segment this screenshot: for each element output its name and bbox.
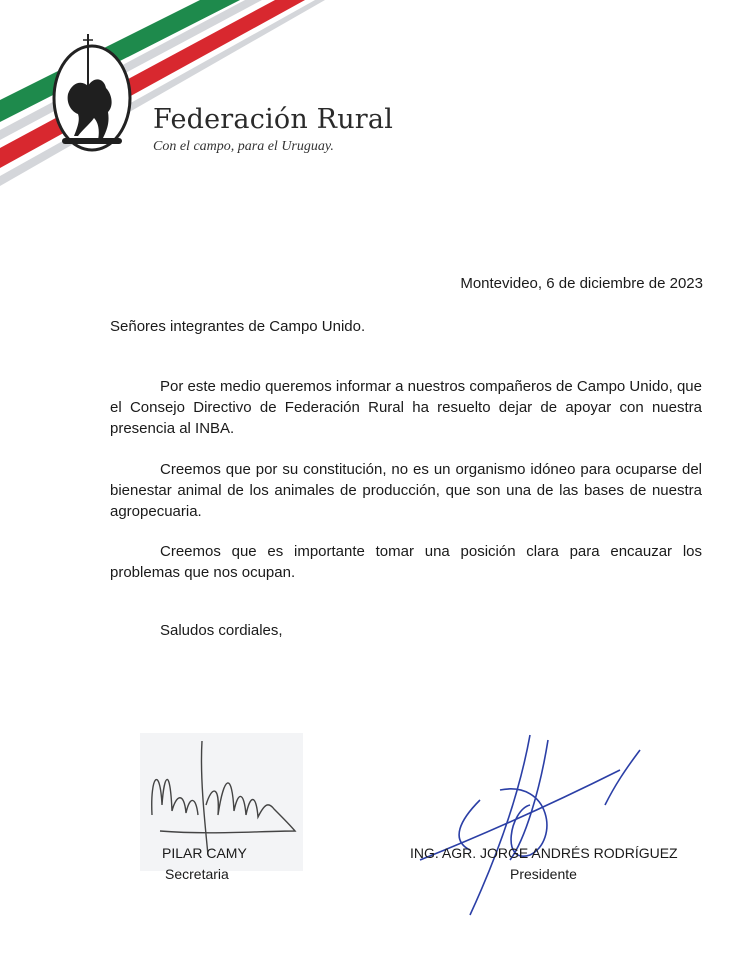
letter-paragraph: Creemos que es importante tomar una posición clara para encauzar los problemas que nos ocupan. (110, 543, 702, 581)
organization-name: Federación Rural (153, 104, 394, 135)
letter-salutation: Señores integrantes de Campo Unido. (110, 318, 366, 335)
gaucho-on-horse-emblem-icon (48, 32, 136, 154)
letter-paragraph: Creemos que por su constitución, no es un organismo idóneo para ocuparse del bienestar animal de los animales de producción, que son una de las bases de nuestra agropecuaria. (110, 461, 702, 520)
signatory-name: PILAR CAMY (162, 845, 247, 861)
letter-paragraph: Por este medio queremos informar a nuestros compañeros de Campo Unido, que el Consejo Directivo de Federación Rural ha resuelto dejar de apoyar con nuestra presencia al INBA. (110, 378, 702, 437)
organization-tagline: Con el campo, para el Uruguay. (153, 139, 334, 154)
signatory-name: ING. AGR. JORGE ANDRÉS RODRÍGUEZ (410, 845, 678, 861)
signatory-role: Secretaria (165, 866, 229, 882)
handwritten-signature-icon (400, 730, 660, 930)
letter-date: Montevideo, 6 de diciembre de 2023 (460, 275, 703, 292)
letter-closing: Saludos cordiales, (160, 622, 283, 639)
signatory-role: Presidente (510, 866, 577, 882)
